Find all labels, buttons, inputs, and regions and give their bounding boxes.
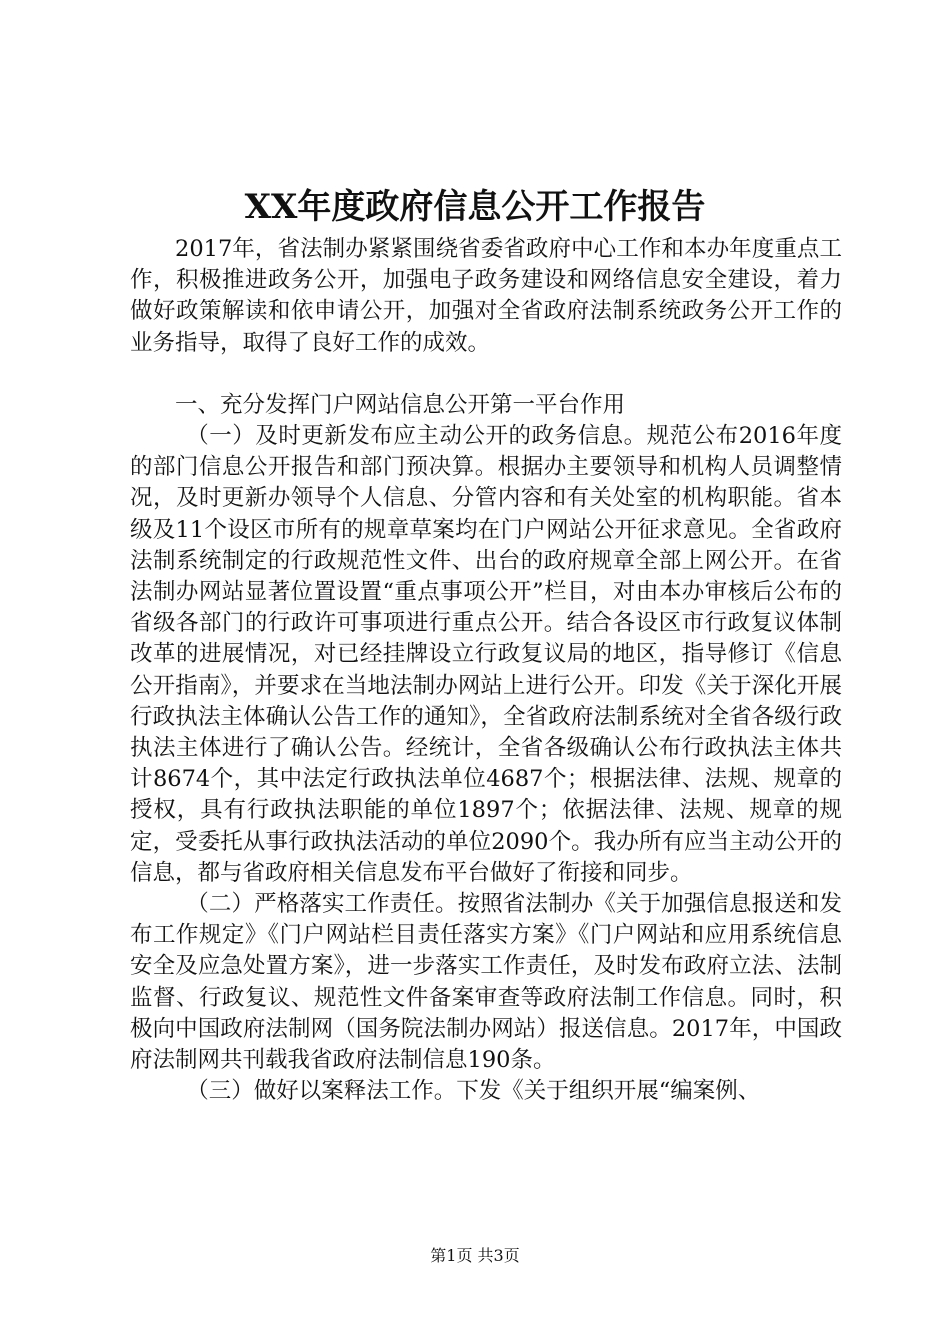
document-title: XX年度政府信息公开工作报告 bbox=[244, 187, 706, 227]
subsection-paragraph-1: （一）及时更新发布应主动公开的政务信息。规范公布2016年度的部门信息公开报告和部门预决算。根据办主要领导和机构人员调整情况，及时更新办领导个人信息、分管内容和有关处室的机构职能。省本级及11个设区市所有的规章草案均在门户网站公开征求意见。全省政府法制系统制定的行政规范性文件、出台的政府规章全部上网公开。在省法制办网站显著位置设置“重点事项公开”栏目，对由本办审核后公布的省级各部门的行政许可事项进行重点公开。结合各设区市行政复议体制改革的进展情况，对已经挂牌设立行政复议局的地区，指导修订《信息公开指南》，并要求在当地法制办网站上进行公开。印发《关于深化开展行政执法主体确认公告工作的通知》，全省政府法制系统对全省各级行政执法主体进行了确认公告。经统计，全省各级确认公布行政执法主体共计8674个，其中法定行政执法单位4687个；根据法律、法规、规章的授权，具有行政执法职能的单位1897个；依据法律、法规、规章的规定，受委托从事行政执法活动的单位2090个。我办所有应当主动公开的信息，都与省政府相关信息发布平台做好了衔接和同步。 bbox=[130, 423, 842, 886]
intro-paragraph: 2017年，省法制办紧紧围绕省委省政府中心工作和本办年度重点工作，积极推进政务公开，加强电子政务建设和网络信息安全建设，着力做好政策解读和依申请公开，加强对全省政府法制系统政务公开工作的业务指导，取得了良好工作的成效。 bbox=[130, 236, 842, 356]
page-footer: 第1页 共3页 bbox=[430, 1246, 520, 1265]
subsection-paragraph-3: （三）做好以案释法工作。下发《关于组织开展“编案例、 bbox=[186, 1078, 761, 1105]
document-body bbox=[130, 234, 842, 1107]
section-heading-1: 一、充分发挥门户网站信息公开第一平台作用 bbox=[175, 391, 626, 418]
subsection-paragraph-2: （二）严格落实工作责任。按照省法制办《关于加强信息报送和发布工作规定》《门户网站栏目责任落实方案》《门户网站和应用系统信息安全及应急处置方案》，进一步落实工作责任，及时发布政府立法、法制监督、行政复议、规范性文件备案审查等政府法制工作信息。同时，积极向中国政府法制网（国务院法制办网站）报送信息。2017年，中国政府法制网共刊载我省政府法制信息190条。 bbox=[130, 891, 842, 1074]
